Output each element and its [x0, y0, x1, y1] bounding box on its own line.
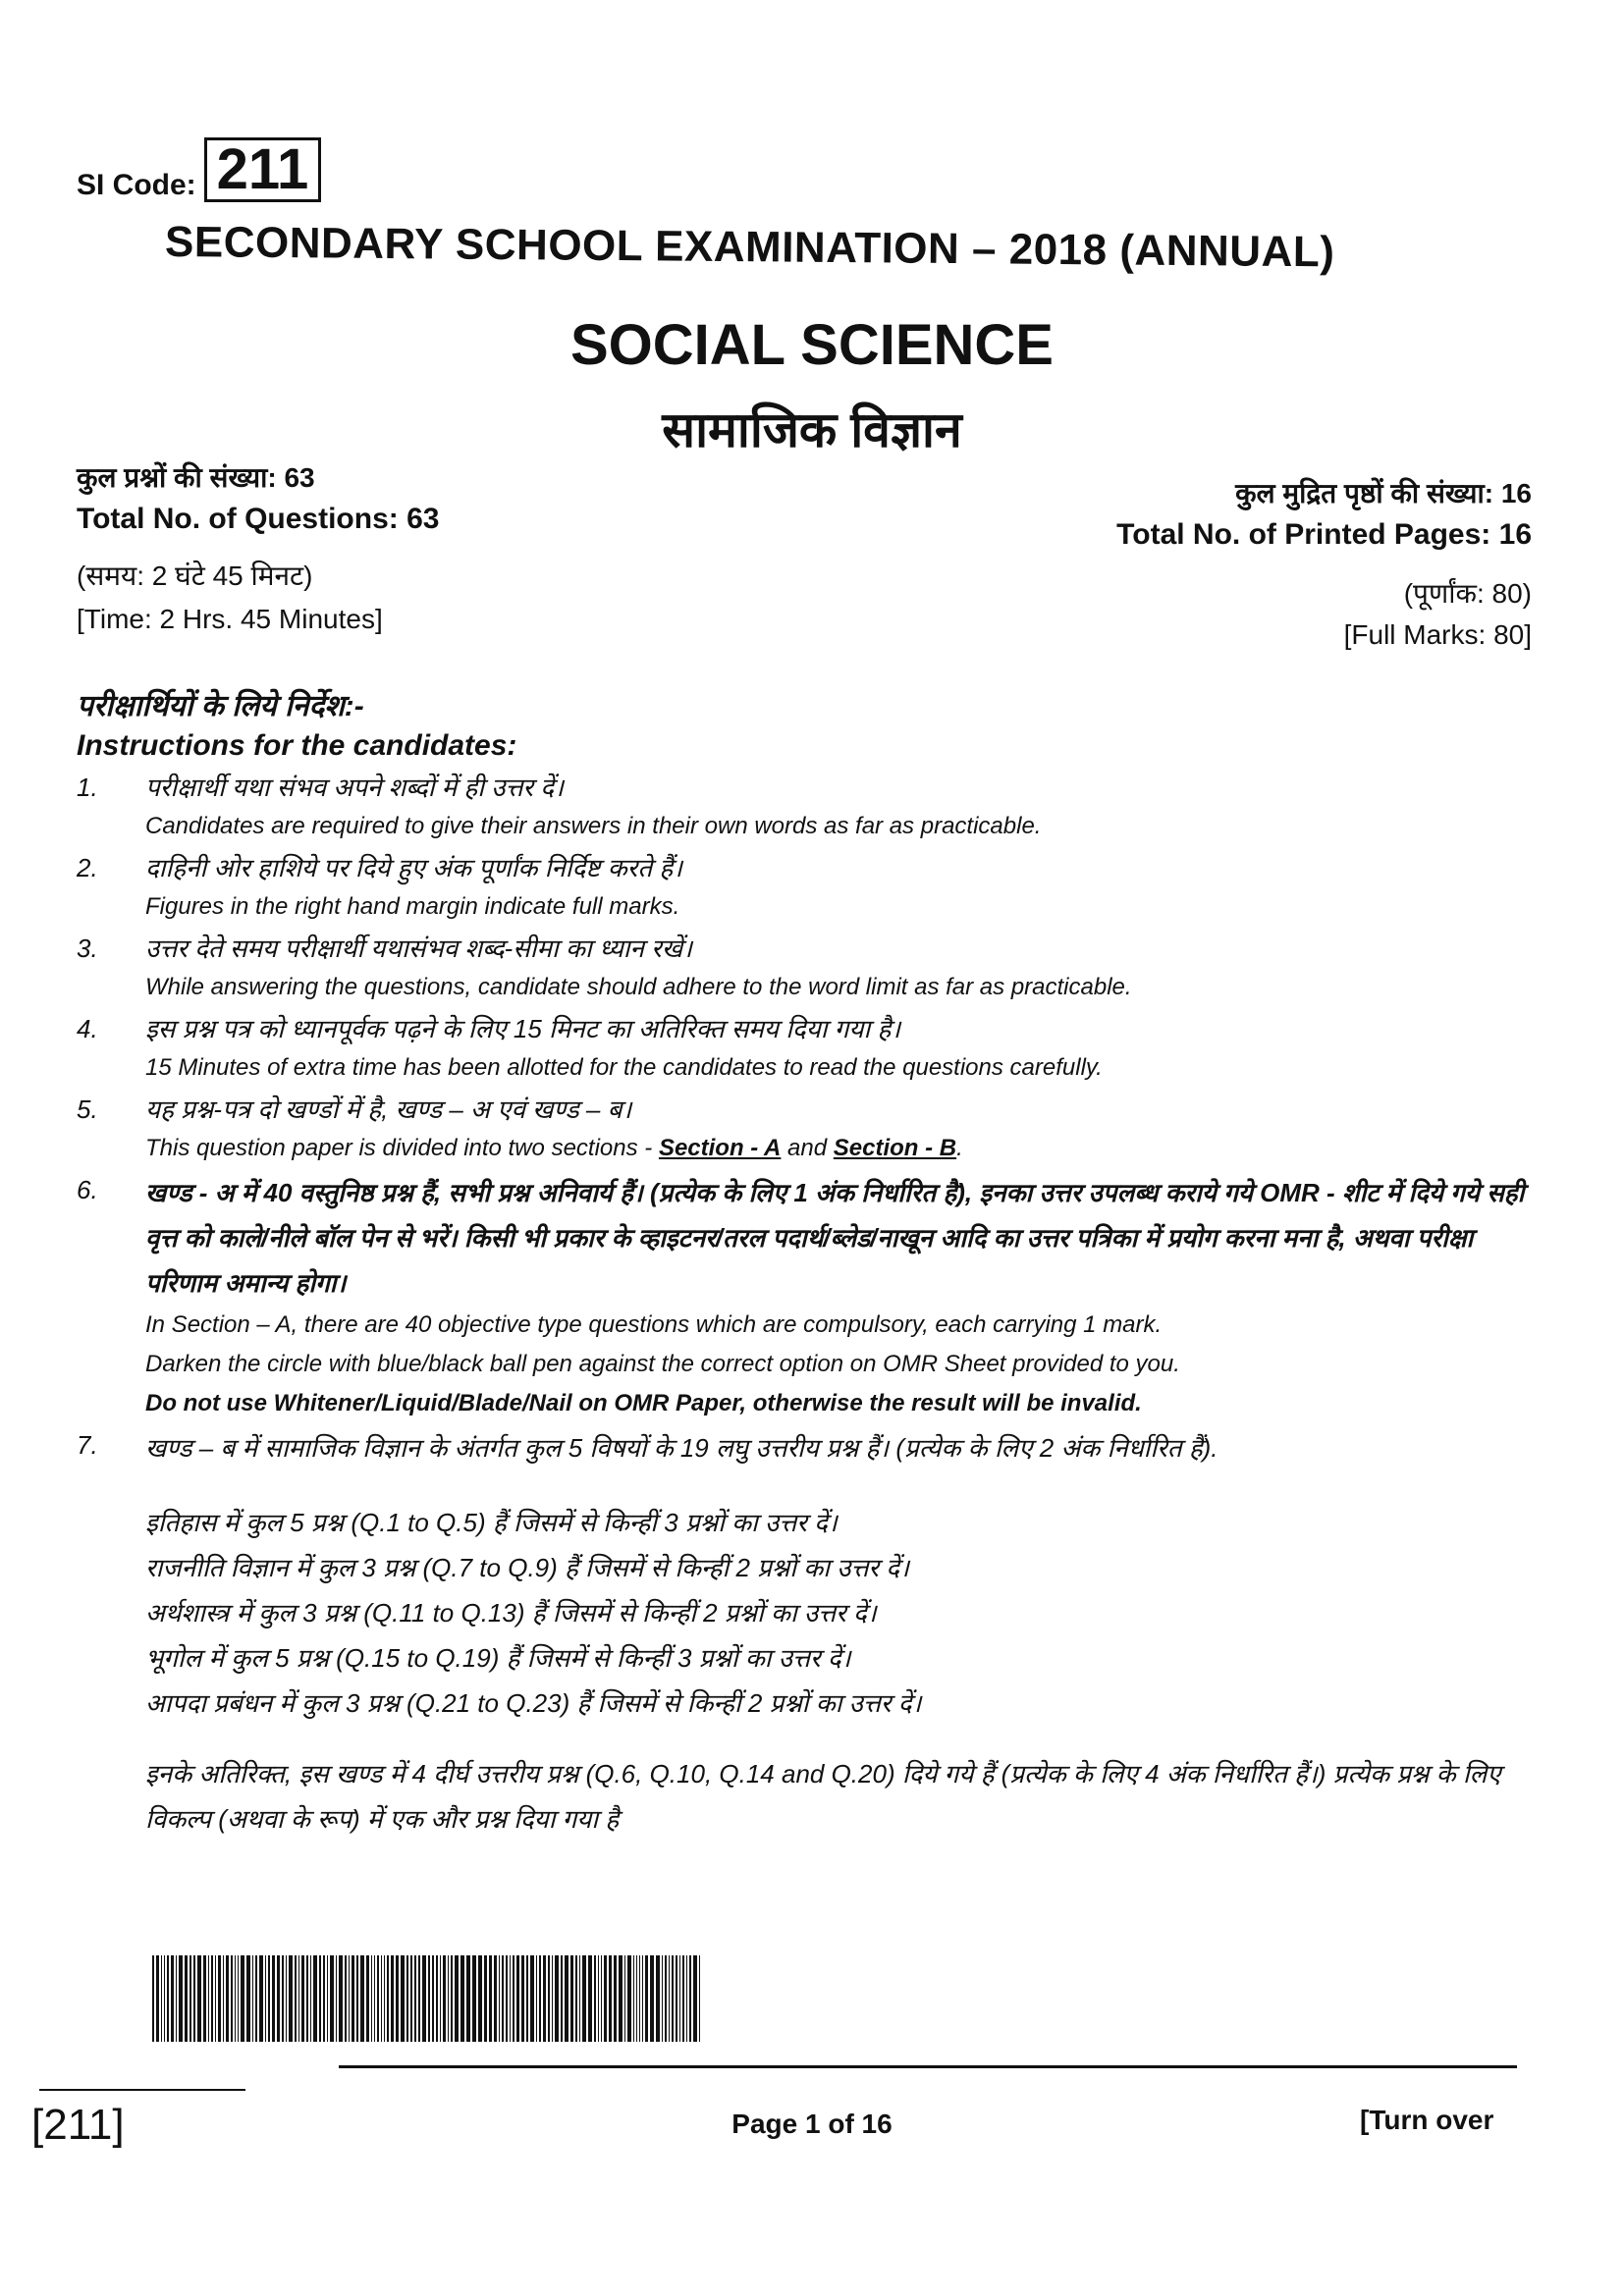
item-text: Darken the circle with blue/black ball pen against the correct option on OMR Sheet provided to you.: [145, 1351, 1180, 1377]
barcode-bar: [624, 1955, 625, 2042]
instructions-heading: Instructions for the candidates:: [77, 729, 517, 762]
barcode-bar: [669, 1955, 670, 2042]
barcode-bar: [152, 1955, 154, 2042]
barcode-bar: [627, 1955, 631, 2042]
barcode-bar: [570, 1955, 573, 2042]
barcode-bar: [693, 1955, 697, 2042]
section-a-label: Section - A: [658, 1135, 782, 1161]
barcode-bar: [582, 1955, 586, 2042]
instructions: [77, 687, 1549, 1842]
barcode-bar: [604, 1955, 607, 2042]
item-text-warning: Do not use Whitener/Liquid/Blade/Nail on OMR Paper, otherwise the result will be invalid.: [145, 1390, 1142, 1416]
barcode-bar: [506, 1955, 508, 2042]
barcode-bar: [272, 1955, 275, 2042]
item-text-hindi: यह प्रश्न-पत्र दो खण्डों में है, खण्ड – अ एवं खण्ड – ब।: [145, 1095, 632, 1124]
instructions-heading-hindi: परीक्षार्थियों के लिये निर्देश:-: [77, 690, 364, 722]
item-text: This question paper is divided into two sections -: [145, 1135, 659, 1161]
barcode-bar: [598, 1955, 599, 2042]
barcode-bar: [352, 1955, 354, 2042]
barcode-bar: [466, 1955, 470, 2042]
barcode-bar: [298, 1955, 299, 2042]
barcode: [152, 1955, 781, 2042]
barcode-bar: [489, 1955, 492, 2042]
barcode-bar: [561, 1955, 563, 2042]
exam-title: SECONDARY SCHOOL EXAMINATION – 2018 (ANNUAL): [164, 218, 1335, 277]
barcode-bar: [185, 1955, 188, 2042]
barcode-bar: [410, 1955, 412, 2042]
time-hindi: (समय: 2 घंटे 45 मिनट): [77, 561, 313, 591]
barcode-bar: [451, 1955, 453, 2042]
barcode-bar: [339, 1955, 343, 2042]
barcode-bar: [164, 1955, 165, 2042]
instruction-item: [77, 1425, 1549, 1470]
barcode-bar: [377, 1955, 379, 2042]
barcode-bar: [156, 1955, 159, 2042]
item-text: Candidates are required to give their answers in their own words as far as practicable.: [145, 813, 1042, 839]
item-text-hindi: दाहिनी ओर हाशिये पर दिये हुए अंक पूर्णांक निर्दिष्ट करते हैं।: [145, 853, 683, 882]
barcode-bar: [484, 1955, 487, 2042]
barcode-bar: [594, 1955, 596, 2042]
barcode-bar: [510, 1955, 511, 2042]
barcode-bar: [161, 1955, 162, 2042]
barcode-bar: [422, 1955, 426, 2042]
divider: [39, 2089, 245, 2091]
barcode-bar: [252, 1955, 253, 2042]
full-marks-hindi: (पूर्णांक: 80): [1403, 578, 1532, 609]
barcode-bar: [614, 1955, 617, 2042]
barcode-bar: [478, 1955, 482, 2042]
barcode-bar: [215, 1955, 216, 2042]
barcode-bar: [384, 1955, 385, 2042]
barcode-bar: [656, 1955, 660, 2042]
item-text-hindi: परीक्षार्थी यथा संभव अपने शब्दों में ही उत्तर दें।: [145, 773, 564, 802]
si-code: [77, 137, 321, 202]
barcode-bar: [428, 1955, 430, 2042]
barcode-bar: [436, 1955, 438, 2042]
barcode-bar: [323, 1955, 325, 2042]
barcode-bar: [310, 1955, 311, 2042]
barcode-bar: [414, 1955, 416, 2042]
item-text: .: [956, 1135, 963, 1161]
barcode-bar: [601, 1955, 602, 2042]
barcode-bar: [374, 1955, 375, 2042]
barcode-bar: [327, 1955, 328, 2042]
page-number: Page 1 of 16: [731, 2109, 893, 2139]
instruction-item: [77, 1090, 1549, 1168]
turn-over: [Turn over: [1360, 2105, 1494, 2135]
barcode-bar: [360, 1955, 364, 2042]
barcode-bar: [579, 1955, 580, 2042]
barcode-bar: [472, 1955, 476, 2042]
barcode-bar: [223, 1955, 224, 2042]
barcode-bar: [686, 1955, 687, 2042]
barcode-bar: [676, 1955, 677, 2042]
barcode-bar: [265, 1955, 266, 2042]
barcode-bar: [679, 1955, 680, 2042]
instruction-item: [77, 1170, 1549, 1423]
barcode-bar: [301, 1955, 304, 2042]
barcode-bar: [526, 1955, 528, 2042]
barcode-bar: [289, 1955, 293, 2042]
barcode-bar: [171, 1955, 174, 2042]
item-text: 15 Minutes of extra time has been allotted for the candidates to read the questions carefully.: [145, 1054, 1103, 1081]
subject-title: SOCIAL SCIENCE: [569, 313, 1054, 377]
barcode-bar: [391, 1955, 394, 2042]
time: [Time: 2 Hrs. 45 Minutes]: [77, 604, 383, 634]
barcode-bar: [345, 1955, 347, 2042]
barcode-bar: [203, 1955, 206, 2042]
divider: [339, 2065, 1517, 2068]
barcode-bar: [306, 1955, 308, 2042]
barcode-bar: [371, 1955, 372, 2042]
barcode-bar: [555, 1955, 559, 2042]
barcode-bar: [633, 1955, 634, 2042]
barcode-bar: [418, 1955, 420, 2042]
barcode-bar: [349, 1955, 350, 2042]
barcode-bar: [682, 1955, 684, 2042]
barcode-bar: [189, 1955, 191, 2042]
page-count-hindi: कुल मुद्रित पृष्ठों की संख्या: 16: [1235, 478, 1532, 508]
barcode-bar: [406, 1955, 408, 2042]
instruction-item: [77, 848, 1549, 927]
barcode-bar: [513, 1955, 514, 2042]
barcode-bar: [218, 1955, 221, 2042]
barcode-bar: [176, 1955, 177, 2042]
item-number: 6.: [77, 1175, 98, 1204]
item-text-hindi: खण्ड – ब में सामाजिक विज्ञान के अंतर्गत कुल 5 विषयों के 19 लघु उत्तरीय प्रश्न हैं। (प्रत्येक के लिए 2 अंक निर्धारित हैं).: [145, 1433, 1218, 1463]
item-number: 2.: [77, 853, 98, 882]
si-code-label: SI Code:: [77, 169, 196, 201]
barcode-bar: [193, 1955, 195, 2042]
barcode-bar: [211, 1955, 213, 2042]
barcode-bar: [208, 1955, 209, 2042]
barcode-bar: [575, 1955, 577, 2042]
barcode-bar: [455, 1955, 459, 2042]
barcode-bar: [672, 1955, 674, 2042]
barcode-bar: [366, 1955, 369, 2042]
item-text-hindi: उत्तर देते समय परीक्षार्थी यथासंभव शब्द-सीमा का ध्यान रखें।: [145, 934, 692, 963]
barcode-bar: [313, 1955, 317, 2042]
page-count: Total No. of Printed Pages: 16: [1116, 518, 1532, 551]
barcode-bar: [460, 1955, 464, 2042]
barcode-bar: [609, 1955, 612, 2042]
barcode-bar: [319, 1955, 321, 2042]
instruction-item: [77, 1009, 1549, 1088]
full-marks: [Full Marks: 80]: [1343, 619, 1532, 650]
footer-code: [211]: [31, 2101, 125, 2149]
barcode-bar: [387, 1955, 389, 2042]
barcode-bar: [167, 1955, 169, 2042]
subject-breakdown: [77, 1500, 1549, 1726]
barcode-bar: [536, 1955, 537, 2042]
barcode-bar: [539, 1955, 541, 2042]
barcode-bar: [665, 1955, 667, 2042]
barcode-bar: [645, 1955, 648, 2042]
barcode-bar: [226, 1955, 229, 2042]
barcode-bar: [530, 1955, 534, 2042]
item-text: While answering the questions, candidate should adhere to the word limit as far as practicable.: [145, 974, 1132, 1000]
barcode-bar: [543, 1955, 546, 2042]
barcode-bar: [295, 1955, 297, 2042]
item-text-hindi: खण्ड - अ में 40 वस्तुनिष्ठ प्रश्न हैं, सभी प्रश्न अनिवार्य हैं। (प्रत्येक के लिए 1 अंक निर्धारित है), इनका उत्तर उपलब्ध कराये गये OMR - शीट में दिये गये सही वृत्त को काले/नीले बॉल पेन से भरें। किसी भी प्रकार के व्हाइटनर/तरल पदार्थ/ब्लेड/नाखून आदि का उत्तर पत्रिका में प्रयोग करना मना है, अथवा परीक्षा परिणाम अमान्य होगा।: [145, 1178, 1525, 1298]
barcode-bar: [699, 1955, 700, 2042]
subject-line-disaster-management: आपदा प्रबंधन में कुल 3 प्रश्न (Q.21 to Q.23) हैं जिसमें से किन्हीं 2 प्रश्नों का उत्तर दें।: [145, 1688, 922, 1718]
question-count-hindi: कुल प्रश्नों की संख्या: 63: [77, 462, 315, 493]
barcode-bar: [255, 1955, 257, 2042]
item-number: 3.: [77, 934, 98, 963]
barcode-bar: [499, 1955, 500, 2042]
barcode-bar: [246, 1955, 250, 2042]
barcode-bar: [689, 1955, 691, 2042]
barcode-bar: [396, 1955, 399, 2042]
item-number: 7.: [77, 1430, 98, 1460]
barcode-bar: [356, 1955, 358, 2042]
barcode-bar: [662, 1955, 663, 2042]
item-number: 4.: [77, 1014, 98, 1043]
barcode-bar: [588, 1955, 592, 2042]
barcode-bar: [277, 1955, 280, 2042]
barcode-bar: [231, 1955, 233, 2042]
si-code-value: 211: [204, 137, 322, 202]
instruction-item: [77, 768, 1549, 846]
barcode-bar: [401, 1955, 405, 2042]
instruction-item: [77, 929, 1549, 1007]
barcode-bar: [448, 1955, 449, 2042]
barcode-bar: [642, 1955, 643, 2042]
item-number: 5.: [77, 1095, 98, 1124]
barcode-bar: [494, 1955, 497, 2042]
barcode-bar: [286, 1955, 287, 2042]
subject-line-political-science: राजनीति विज्ञान में कुल 3 प्रश्न (Q.7 to Q.9) हैं जिसमें से किन्हीं 2 प्रश्नों का उत्तर दें।: [145, 1553, 909, 1582]
barcode-bar: [619, 1955, 623, 2042]
barcode-bar: [238, 1955, 239, 2042]
barcode-bar: [552, 1955, 553, 2042]
barcode-bar: [330, 1955, 334, 2042]
barcode-bar: [521, 1955, 524, 2042]
item-text: Figures in the right hand margin indicate full marks.: [145, 893, 680, 920]
barcode-bar: [179, 1955, 183, 2042]
barcode-bar: [235, 1955, 236, 2042]
subject-line-history: इतिहास में कुल 5 प्रश्न (Q.1 to Q.5) हैं जिसमें से किन्हीं 3 प्रश्नों का उत्तर दें।: [145, 1508, 838, 1537]
barcode-bar: [502, 1955, 504, 2042]
barcode-bar: [381, 1955, 382, 2042]
barcode-bar: [516, 1955, 519, 2042]
barcode-bar: [336, 1955, 337, 2042]
barcode-bar: [565, 1955, 568, 2042]
barcode-bar: [639, 1955, 640, 2042]
barcode-bar: [440, 1955, 441, 2042]
barcode-bar: [432, 1955, 434, 2042]
barcode-bar: [636, 1955, 637, 2042]
long-answer-note: इनके अतिरिक्त, इस खण्ड में 4 दीर्घ उत्तरीय प्रश्न (Q.6, Q.10, Q.14 and Q.20) दिये गये हैं (प्रत्येक के लिए 4 अंक निर्धारित हैं।) प्रत्येक प्रश्न के लिए विकल्प (अथवा के रूप) में एक और प्रश्न दिया गया है: [145, 1759, 1501, 1834]
subject-title-hindi: सामाजिक विज्ञान: [662, 402, 962, 457]
section-b-label: Section - B: [833, 1135, 957, 1161]
barcode-bar: [443, 1955, 446, 2042]
barcode-bar: [282, 1955, 284, 2042]
question-count: Total No. of Questions: 63: [77, 503, 440, 535]
barcode-bar: [259, 1955, 263, 2042]
subject-line-economics: अर्थशास्त्र में कुल 3 प्रश्न (Q.11 to Q.13) हैं जिसमें से किन्हीं 2 प्रश्नों का उत्तर दें।: [145, 1598, 877, 1628]
item-text: In Section – A, there are 40 objective type questions which are compulsory, each carrying 1 mark.: [145, 1311, 1163, 1338]
barcode-bar: [197, 1955, 201, 2042]
barcode-bar: [241, 1955, 244, 2042]
item-text-hindi: इस प्रश्न पत्र को ध्यानपूर्वक पढ़ने के लिए 15 मिनट का अतिरिक्त समय दिया गया है।: [145, 1014, 901, 1043]
barcode-bar: [650, 1955, 654, 2042]
barcode-bar: [268, 1955, 270, 2042]
item-number: 1.: [77, 773, 98, 802]
subject-line-geography: भूगोल में कुल 5 प्रश्न (Q.15 to Q.19) हैं जिसमें से किन्हीं 3 प्रश्नों का उत्तर दें।: [145, 1643, 851, 1673]
barcode-bar: [548, 1955, 550, 2042]
item-text: and: [781, 1135, 834, 1161]
